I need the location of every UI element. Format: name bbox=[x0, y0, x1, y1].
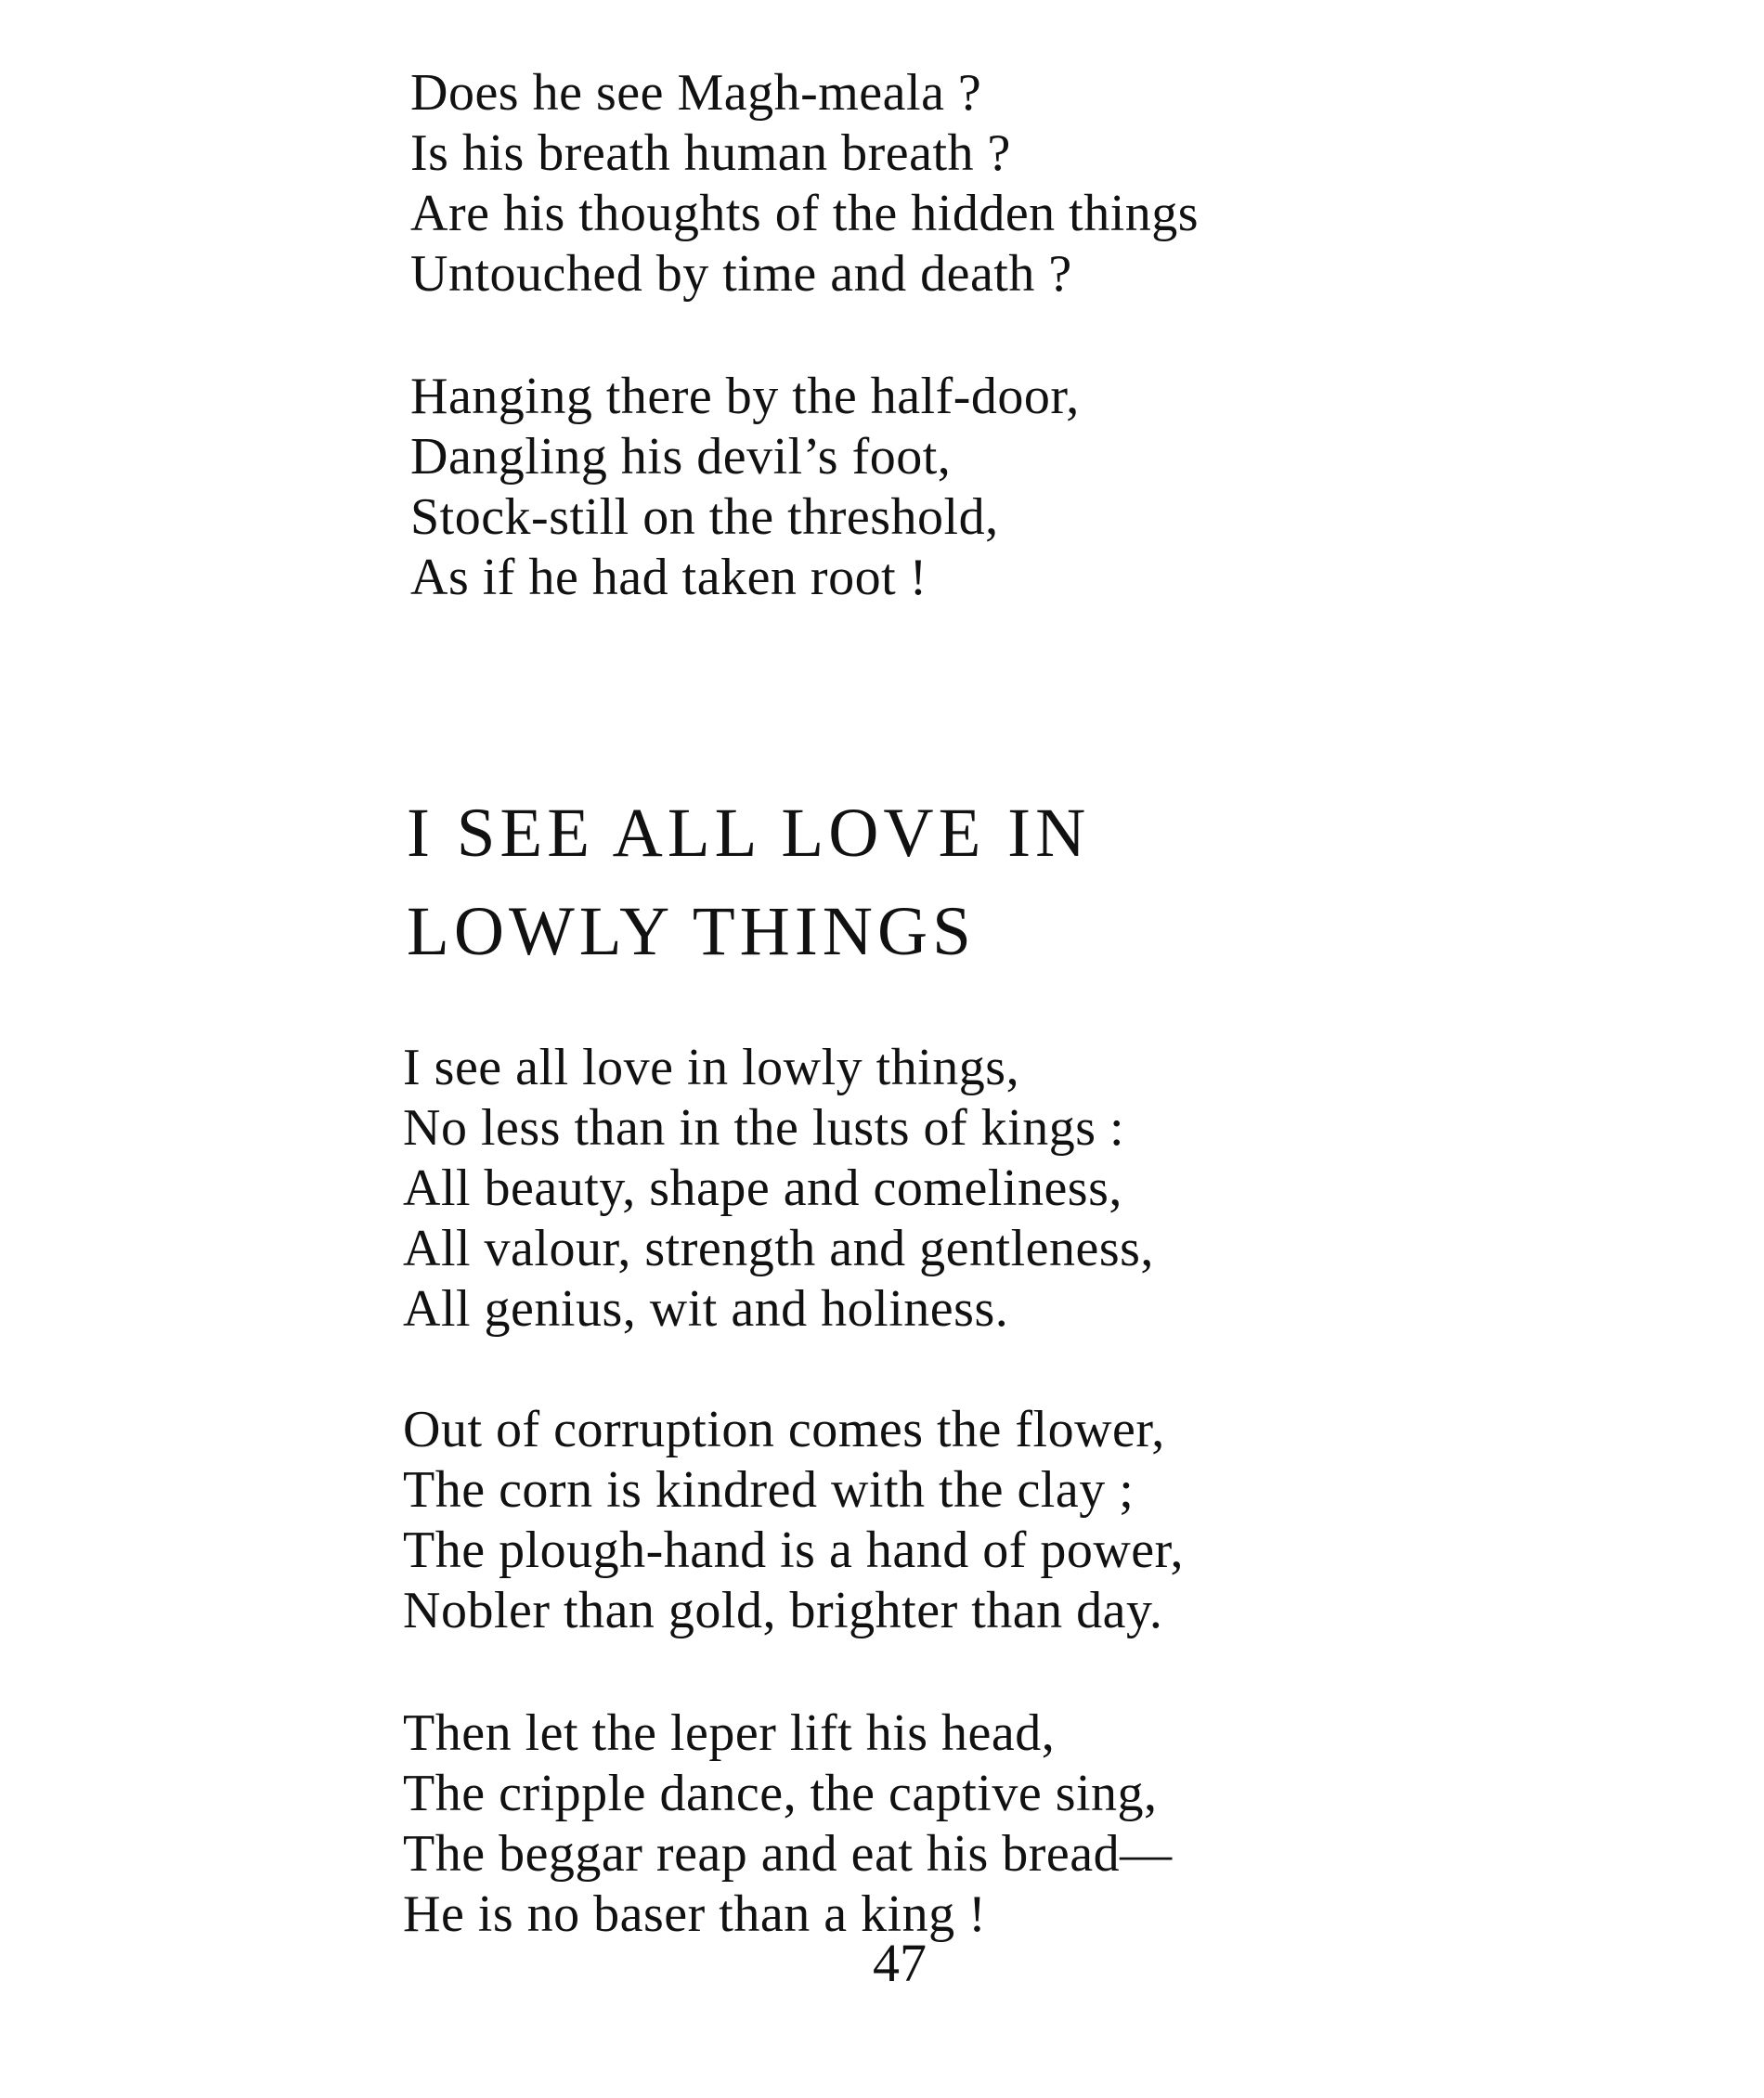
poem-line: Hanging there by the half-door, bbox=[410, 368, 1080, 425]
poem-line: The cripple dance, the captive sing, bbox=[403, 1765, 1158, 1822]
poem-line: The beggar reap and eat his bread— bbox=[403, 1825, 1173, 1883]
previous-poem-stanza-2 bbox=[410, 367, 1080, 608]
poem-line: The plough-hand is a hand of power, bbox=[403, 1522, 1185, 1579]
poem-title-line-1: I SEE ALL LOVE IN bbox=[407, 795, 1091, 872]
poem-line: All genius, wit and holiness. bbox=[403, 1280, 1009, 1338]
poem-stanza-1 bbox=[403, 1038, 1154, 1340]
poem-line: He is no baser than a king ! bbox=[403, 1885, 987, 1943]
poem-line: As if he had taken root ! bbox=[410, 549, 927, 606]
poem-line: Does he see Magh-meala ? bbox=[410, 64, 982, 122]
poem-line: Stock-still on the threshold, bbox=[410, 488, 999, 546]
poem-line: Dangling his devil’s foot, bbox=[410, 428, 952, 486]
poem-title bbox=[407, 784, 1090, 981]
poem-line: Is his breath human breath ? bbox=[410, 124, 1011, 182]
poem-line: All beauty, shape and comeliness, bbox=[403, 1159, 1122, 1217]
poem-stanza-2 bbox=[403, 1400, 1184, 1641]
poem-line: The corn is kindred with the clay ; bbox=[403, 1461, 1135, 1519]
poem-title-line-2: LOWLY THINGS bbox=[407, 893, 976, 970]
poem-line: No less than in the lusts of kings : bbox=[403, 1099, 1125, 1157]
poem-line: Untouched by time and death ? bbox=[410, 245, 1072, 303]
previous-poem-stanza-1 bbox=[410, 63, 1199, 304]
poem-line: Out of corruption comes the flower, bbox=[403, 1401, 1165, 1458]
poem-line: I see all love in lowly things, bbox=[403, 1039, 1020, 1096]
page-number: 47 bbox=[873, 1933, 927, 1993]
poem-stanza-3 bbox=[403, 1703, 1173, 1945]
poem-line: All valour, strength and gentleness, bbox=[403, 1220, 1154, 1277]
poem-line: Nobler than gold, brighter than day. bbox=[403, 1582, 1163, 1639]
poem-line: Then let the leper lift his head, bbox=[403, 1704, 1056, 1762]
poem-line: Are his thoughts of the hidden things bbox=[410, 185, 1200, 242]
